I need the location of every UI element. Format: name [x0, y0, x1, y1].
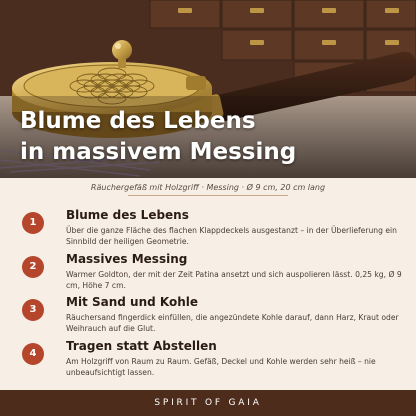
brand-name: SPIRIT OF GAIA	[154, 398, 262, 408]
hero-banner	[0, 0, 416, 178]
feature-number-badge: 4	[22, 343, 44, 365]
brand-footer	[0, 390, 416, 416]
feature-description: Am Holzgriff von Raum zu Raum. Gefäß, Deckel und Kohle werden sehr heiß – nie unbeaufsichtigt lassen.	[66, 357, 376, 377]
feature-number-badge: 1	[22, 212, 44, 234]
feature-description: Räuchersand fingerdick einfüllen, die angezündete Kohle darauf, dann Harz, Kraut oder Weihrauch auf die Glut.	[66, 313, 399, 333]
feature-title: Blume des Lebens	[66, 208, 189, 222]
feature-title: Tragen statt Abstellen	[66, 339, 217, 353]
feature-number-badge: 3	[22, 299, 44, 321]
product-subtitle-text: Räuchergefäß mit Holzgriff · Messing · Ø 9 cm, 20 cm lang	[90, 183, 326, 192]
feature-number-badge: 2	[22, 256, 44, 278]
hero-title-line2: in massivem Messing	[20, 139, 297, 165]
feature-title: Mit Sand und Kohle	[66, 295, 198, 309]
feature-title: Massives Messing	[66, 252, 188, 266]
hero-title-line1: Blume des Lebens	[20, 108, 256, 134]
product-subtitle	[0, 183, 416, 196]
hero-title	[20, 106, 296, 168]
feature-description: Warmer Goldton, der mit der Zeit Patina ansetzt und sich auspolieren lässt. 0,25 kg, Ø 9 cm, Höhe 7 cm.	[66, 270, 402, 290]
feature-description: Über die ganze Fläche des flachen Klappdeckels ausgestanzt – in der Überlieferung ein Sinnbild der heiligen Geometrie.	[66, 226, 397, 246]
subtitle-divider	[128, 195, 288, 196]
